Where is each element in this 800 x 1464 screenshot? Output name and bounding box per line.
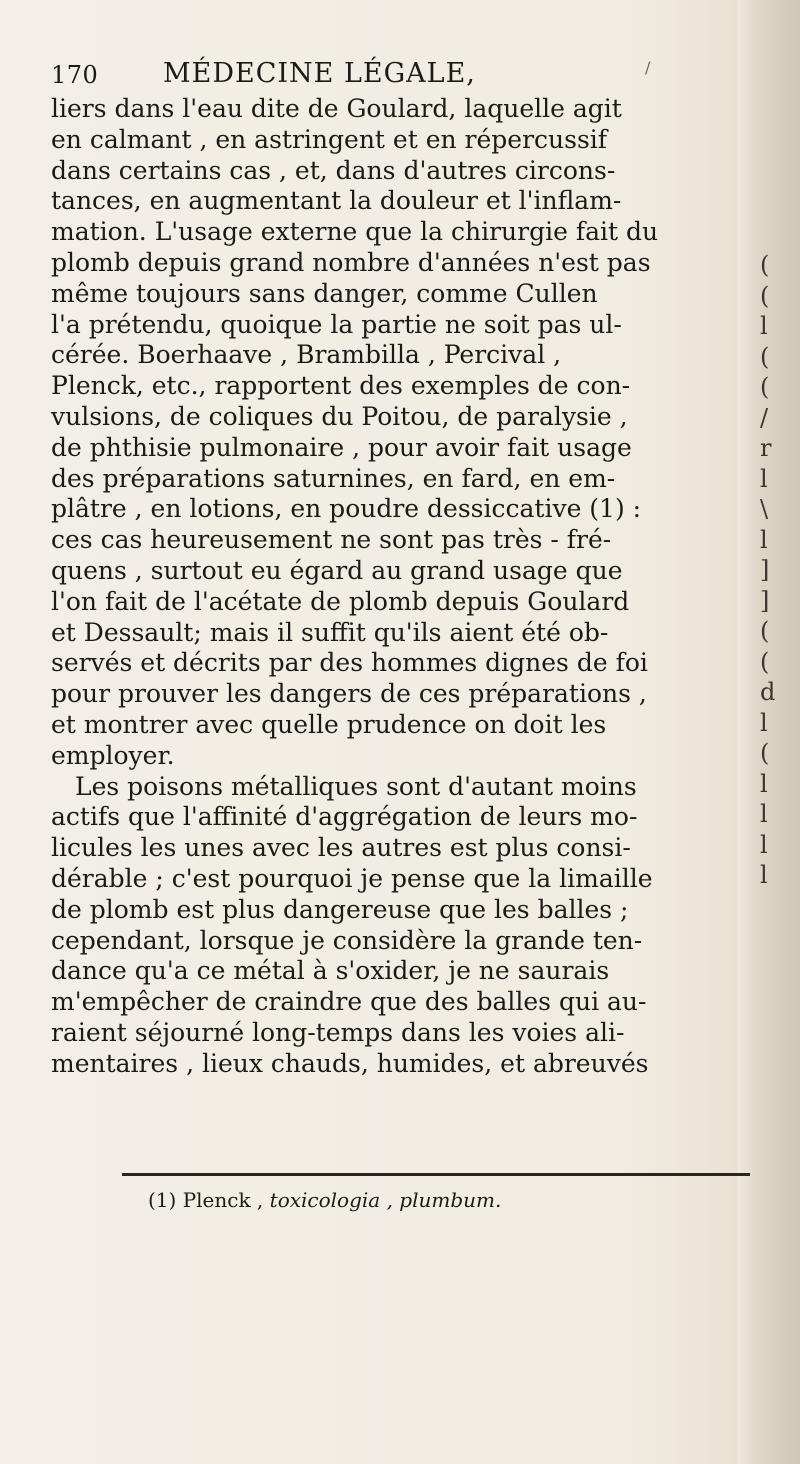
text-line: pour prouver les dangers de ces préparations , — [51, 679, 647, 709]
facing-page-glyph: l — [760, 769, 768, 798]
facing-page-glyph: l — [760, 861, 768, 889]
text-line: vulsions, de coliques du Poitou, de paralysie , — [51, 401, 628, 431]
text-line: cérée. Boerhaave , Brambilla , Percival , — [51, 340, 562, 370]
footnote — [148, 1188, 501, 1212]
text-line: dans certains cas , et, dans d'autres circons- — [51, 155, 616, 185]
footnote-rule — [122, 1173, 750, 1176]
facing-page-glyph: l — [760, 800, 768, 828]
text-line: m'empêcher de craindre que des balles qui au- — [51, 987, 647, 1017]
facing-page-glyph: / — [760, 403, 769, 432]
facing-page-glyph: d — [760, 678, 776, 706]
body-text — [51, 94, 751, 1080]
text-line: liers dans l'eau dite de Goulard, laquelle agit — [51, 94, 622, 123]
facing-page-glyph: ( — [760, 739, 770, 767]
text-line: licules les unes avec les autres est plus consi- — [51, 833, 631, 863]
facing-page-glyph: ( — [760, 342, 770, 371]
text-line: tances, en augmentant la douleur et l'inflam- — [51, 186, 622, 216]
text-line: plâtre , en lotions, en poudre dessiccative (1) : — [51, 494, 642, 524]
text-line: ces cas heureusement ne sont pas très - fré- — [51, 525, 612, 555]
text-line: même toujours sans danger, comme Cullen — [51, 278, 598, 308]
facing-page-glyph: l — [760, 708, 768, 737]
facing-page-glyph: l — [760, 525, 768, 554]
page-number: 170 — [51, 61, 99, 89]
facing-page-glyph: l — [760, 830, 768, 859]
text-line: employer. — [51, 740, 175, 770]
footnote-source: toxicologia , plumbum. — [269, 1188, 502, 1212]
facing-page-glyph: ] — [760, 556, 770, 584]
text-line: l'on fait de l'acétate de plomb depuis Goulard — [51, 586, 630, 616]
text-line: Plenck, etc., rapportent des exemples de con- — [51, 371, 631, 401]
facing-page-glyph: r — [760, 434, 772, 462]
facing-page-text-fragments — [760, 250, 782, 891]
running-head — [51, 58, 711, 92]
text-line: l'a prétendu, quoique la partie ne soit pas ul- — [51, 309, 622, 339]
text-line: raient séjourné long-temps dans les voies ali- — [51, 1017, 625, 1047]
text-line: servés et décrits par des hommes dignes de foi — [51, 648, 648, 678]
top-mark: / — [645, 58, 651, 77]
facing-page-glyph: ( — [760, 647, 770, 676]
text-line: plomb depuis grand nombre d'années n'est pas — [51, 247, 651, 277]
facing-page-glyph: ( — [760, 617, 770, 645]
facing-page-glyph: ( — [760, 251, 770, 279]
text-line: dérable ; c'est pourquoi je pense que la limaille — [51, 863, 653, 893]
text-line: actifs que l'affinité d'aggrégation de leurs mo- — [51, 802, 638, 832]
facing-page-glyph: l — [760, 464, 768, 493]
text-line: mentaires , lieux chauds, humides, et abreuvés — [51, 1048, 649, 1078]
facing-page-glyph: ( — [760, 373, 770, 401]
text-line: en calmant , en astringent et en répercussif — [51, 124, 608, 154]
facing-page-glyph: \ — [760, 495, 769, 523]
text-line: dance qu'a ce métal à s'oxider, je ne saurais — [51, 956, 610, 986]
text-line: de phthisie pulmonaire , pour avoir fait usage — [51, 432, 632, 462]
facing-page-glyph: ( — [760, 281, 770, 310]
text-line: et Dessault; mais il suffit qu'ils aient été ob- — [51, 617, 609, 647]
text-line: des préparations saturnines, en fard, en em- — [51, 463, 616, 493]
text-line: Les poisons métalliques sont d'autant moins — [75, 771, 637, 801]
page-title: MÉDECINE LÉGALE, — [163, 58, 476, 89]
facing-page-glyph: l — [760, 312, 768, 340]
text-line: et montrer avec quelle prudence on doit les — [51, 709, 607, 739]
text-line: quens , surtout eu égard au grand usage que — [51, 555, 623, 585]
text-line: mation. L'usage externe que la chirurgie fait du — [51, 217, 659, 247]
facing-page-glyph: ] — [760, 586, 770, 615]
text-line: de plomb est plus dangereuse que les balles ; — [51, 894, 629, 924]
footnote-marker: (1) Plenck , — [148, 1188, 264, 1212]
text-line: cependant, lorsque je considère la grande ten- — [51, 925, 643, 955]
